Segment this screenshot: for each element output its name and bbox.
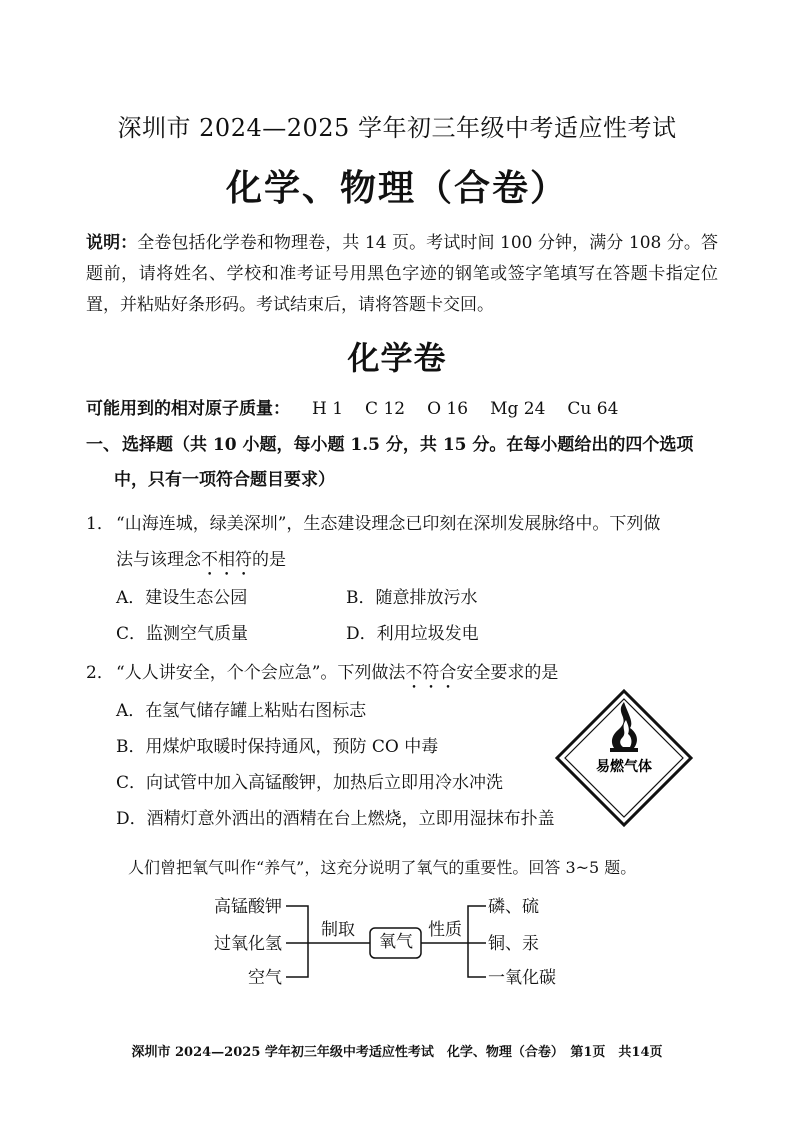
question-number: 1． xyxy=(86,514,114,534)
subject-title: 化学、物理（合卷） xyxy=(225,167,568,209)
property-label: 性质 xyxy=(428,920,462,940)
question-stem-line2 xyxy=(86,542,726,580)
make-label: 制取 xyxy=(321,920,355,940)
section-one-number: 一、 xyxy=(86,435,120,455)
source-item: 空气 xyxy=(248,968,282,988)
section-one-heading xyxy=(86,428,726,498)
emphasis-text: 不符合 xyxy=(405,663,457,683)
atomic-mass-item: H 1 xyxy=(312,399,344,419)
section-one-line1: 选择题（共 10 小题，每小题 1.5 分，共 15 分。在每小题给出的四个选项 xyxy=(122,435,694,455)
options-row xyxy=(86,616,726,652)
stem-text: 的是 xyxy=(252,550,286,570)
instructions-lead: 说明： xyxy=(86,233,138,253)
oxygen-intro: 人们曾把氧气叫作“养气”，这充分说明了氧气的重要性。回答 3~5 题。 xyxy=(128,858,637,877)
flammable-gas-hazard-sign xyxy=(554,688,694,828)
atomic-mass-item: Mg 24 xyxy=(490,399,546,419)
section-title: 化学卷 xyxy=(347,339,447,377)
reactant-item: 磷、硫 xyxy=(488,897,539,917)
question-stem: “山海连城，绿美深圳”，生态建设理念已印刻在深圳发展脉络中。下列做 xyxy=(116,514,661,534)
instructions xyxy=(86,228,718,321)
reactant-item: 一氧化碳 xyxy=(488,968,556,988)
source-item: 过氧化氢 xyxy=(214,934,282,954)
exam-title: 深圳市 2024—2025 学年初三年级中考适应性考试 xyxy=(117,114,677,142)
hazard-label: 易燃气体 xyxy=(596,759,652,775)
option-d: D．利用垃圾发电 xyxy=(346,624,479,644)
option-c: C．监测空气质量 xyxy=(116,624,249,644)
option-b: B．用煤炉取暖时保持通风，预防 CO 中毒 xyxy=(116,737,439,757)
option-a: A．在氢气储存罐上粘贴右图标志 xyxy=(116,701,367,721)
atomic-masses-label: 可能用到的相对原子质量： xyxy=(86,399,290,419)
page-footer: 深圳市 2024—2025 学年初三年级中考适应性考试 化学、物理（合卷） 第1页 共14页 xyxy=(131,1045,663,1060)
stem-text: 安全要求的是 xyxy=(456,663,559,683)
atomic-mass-item: O 16 xyxy=(427,399,469,419)
atomic-mass-item: C 12 xyxy=(365,399,406,419)
oxygen-concept-diagram xyxy=(200,892,580,997)
question-number: 2． xyxy=(86,663,114,683)
reactant-bracket xyxy=(468,906,486,977)
reactant-item: 铜、汞 xyxy=(488,934,539,954)
source-bracket xyxy=(286,906,308,977)
stem-text: 法与该理念 xyxy=(116,550,201,570)
source-item: 高锰酸钾 xyxy=(214,897,282,917)
option-b: B．随意排放污水 xyxy=(346,588,478,608)
atomic-masses xyxy=(86,394,618,419)
atomic-mass-item: Cu 64 xyxy=(567,399,619,419)
option-d: D．酒精灯意外洒出的酒精在台上燃烧，立即用湿抹布扑盖 xyxy=(116,809,555,829)
options-row xyxy=(86,580,726,616)
question-1 xyxy=(86,506,726,652)
center-node: 氧气 xyxy=(379,932,413,952)
stem-text: “人人讲安全，个个会应急”。下列做法 xyxy=(116,663,406,683)
section-one-line2: 中，只有一项符合题目要求） xyxy=(114,470,335,490)
emphasis-text: 不相符 xyxy=(201,550,252,570)
option-a: A．建设生态公园 xyxy=(116,588,248,608)
instructions-text: 全卷包括化学卷和物理卷，共 14 页。考试时间 100 分钟，满分 108 分。答题前，请将姓名、学校和准考证号用黑色字迹的钢笔或签字笔填写在答题卡指定位置，并粘贴好条形码。考试结束后，请将答题卡交回。 xyxy=(86,233,719,315)
option-c: C．向试管中加入高锰酸钾，加热后立即用冷水冲洗 xyxy=(116,773,504,793)
